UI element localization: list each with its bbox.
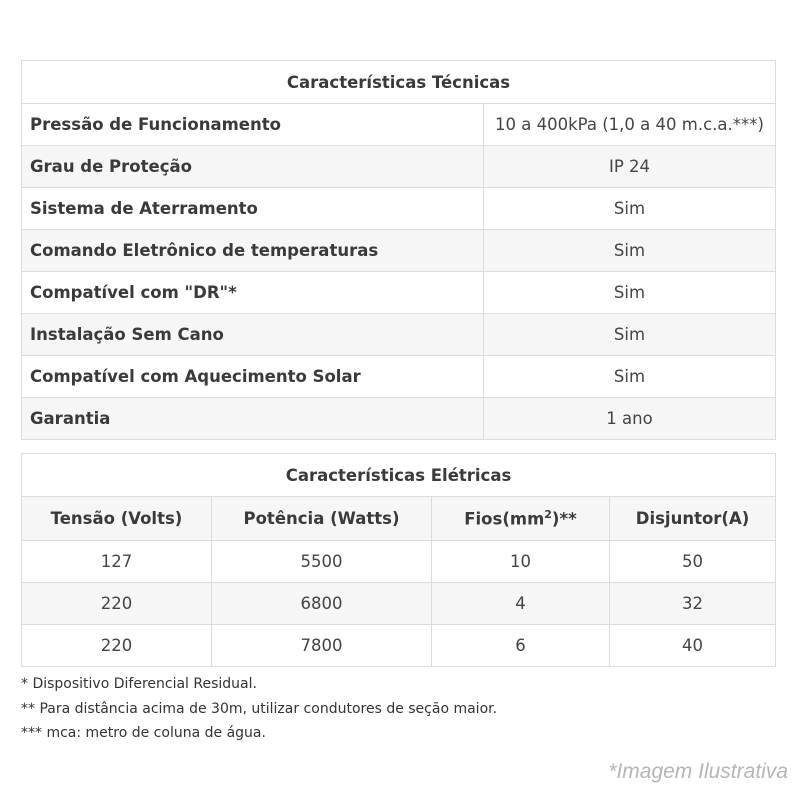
col-header-tensao: Tensão (Volts) [22,497,212,541]
col-header-fios: $Fios(mm^2)**$ [432,497,610,541]
spec-value: Sim [484,188,776,230]
cell-disjuntor: 40 [610,625,776,667]
footnote: ** Para distância acima de 30m, utilizar condutores de seção maior. [21,700,498,717]
spec-value: Sim [484,230,776,272]
electrical-specs-table [21,453,776,667]
table-row [22,188,776,230]
header-row [22,497,776,541]
spec-value: Sim [484,314,776,356]
col-header-potencia: Potência (Watts) [212,497,432,541]
footnote: *** mca: metro de coluna de água. [21,725,266,741]
table-row [22,314,776,356]
cell-fios: 6 [432,625,610,667]
cell-potencia: 6800 [212,583,432,625]
table-row [22,625,776,667]
spec-label: Comando Eletrônico de temperaturas [22,230,484,272]
spec-value: Sim [484,356,776,398]
spec-label: Sistema de Aterramento [22,188,484,230]
cell-tensao: 220 [22,583,212,625]
table-row [22,583,776,625]
watermark-text: *Imagem Ilustrativa [608,760,788,783]
spec-label: Compatível com Aquecimento Solar [22,356,484,398]
cell-potencia: 7800 [212,625,432,667]
cell-potencia: 5500 [212,541,432,583]
table-row [22,541,776,583]
spec-label: Compatível com "DR"* [22,272,484,314]
electrical-specs-title: Características Elétricas [22,454,776,497]
spec-label: Instalação Sem Cano [22,314,484,356]
cell-tensao: 127 [22,541,212,583]
technical-specs-title: Características Técnicas [22,61,776,104]
spec-value: Sim [484,272,776,314]
spec-value: IP 24 [484,146,776,188]
table-row [22,398,776,440]
table-row [22,104,776,146]
spec-value: 1 ano [484,398,776,440]
technical-specs-table [21,60,776,440]
spec-label: Garantia [22,398,484,440]
cell-tensao: 220 [22,625,212,667]
cell-fios: 4 [432,583,610,625]
cell-fios: 10 [432,541,610,583]
table-row [22,230,776,272]
spec-label: Pressão de Funcionamento [22,104,484,146]
spec-value: 10 a 400kPa (1,0 a 40 m.c.a.***) [484,104,776,146]
spec-label: Grau de Proteção [22,146,484,188]
cell-disjuntor: 50 [610,541,776,583]
footnote: * Dispositivo Diferencial Residual. [21,676,257,692]
cell-disjuntor: 32 [610,583,776,625]
footnotes [21,672,497,746]
table-row [22,146,776,188]
table-row [22,356,776,398]
col-header-disjuntor: Disjuntor(A) [610,497,776,541]
table-row [22,272,776,314]
